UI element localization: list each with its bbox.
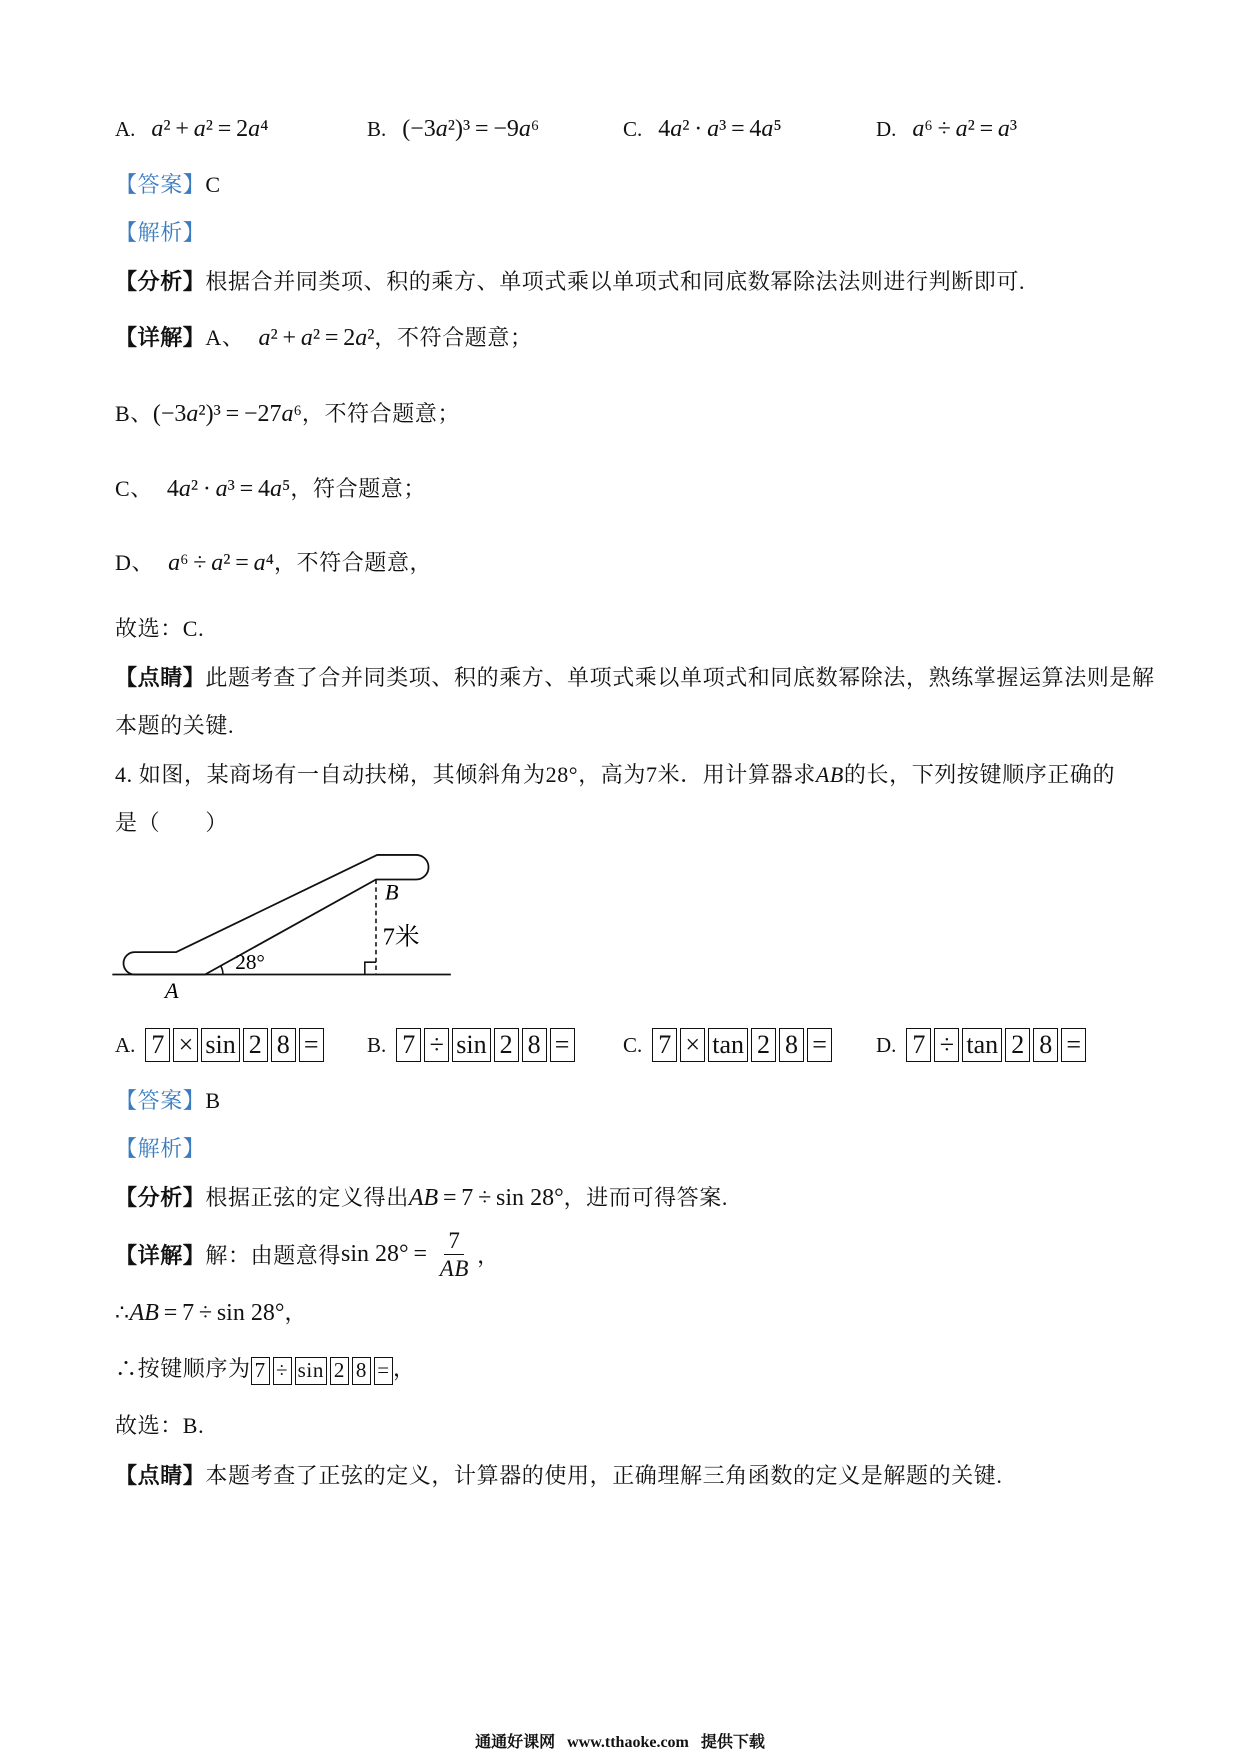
calculator-key: ÷ (934, 1028, 959, 1062)
detail-text: 解：由题意得 (205, 1242, 342, 1268)
answer-tag: 【答案】 (115, 1088, 206, 1113)
q3-detail-a (115, 323, 533, 353)
math-variable: a (270, 476, 283, 502)
calculator-key: 2 (751, 1028, 776, 1062)
detail-comment: ，不符合题意； (374, 325, 533, 350)
fenxi-expression: AB = 7 ÷ sin 28° (408, 1185, 564, 1211)
q3-option-a (115, 114, 268, 144)
key-sequence (906, 1028, 1086, 1062)
fenxi-text: 根据正弦的定义得出 (205, 1185, 409, 1210)
q3-detail-c (115, 474, 426, 504)
fraction-numerator: 7 (444, 1227, 464, 1255)
dianjing-text: 此题考查了合并同类项、积的乘方、单项式乘以单项式和同底数幂除法，熟练掌握运算法则是解 (205, 665, 1155, 690)
q4-option-d (876, 1027, 1086, 1063)
math-variable: a (168, 550, 181, 576)
math-variable: AB (815, 762, 844, 787)
dianjing-text: 本题考查了正弦的定义，计算器的使用，正确理解三角函数的定义是解题的关键. (205, 1463, 1003, 1488)
answer-value: B (205, 1088, 221, 1113)
detail-expression: sin 28° = (341, 1240, 427, 1267)
fenxi-text: 根据合并同类项、积的乘方、单项式乘以单项式和同底数幂除法法则进行判断即可. (205, 269, 1026, 294)
q3-option-d (876, 114, 1017, 144)
therefore-symbol: ∴ (115, 1356, 138, 1381)
fenxi-tag: 【分析】 (115, 1185, 206, 1210)
therefore-text: 按键顺序为 (137, 1356, 251, 1381)
q3-answer-line (115, 170, 221, 200)
detail-tag: 【详解】 (115, 1242, 206, 1268)
math-operator: = (163, 1300, 178, 1326)
footer-url: www.tthaoke.com (567, 1734, 689, 1751)
calculator-key: 7 (652, 1028, 677, 1062)
q4-option-b (367, 1027, 575, 1063)
q4-answer-line (115, 1086, 221, 1116)
option-letter: A. (115, 116, 136, 141)
math-operator: ÷ (193, 550, 207, 576)
footer-site-name: 通通好课网 (475, 1734, 556, 1751)
calculator-key: = (299, 1028, 324, 1062)
detail-label: A、 (205, 325, 245, 350)
option-letter: D. (876, 116, 897, 141)
option-expression: a⁶ ÷ a² = a³ (912, 115, 1018, 142)
math-variable: a (670, 115, 683, 142)
math-operator: + (282, 325, 297, 351)
calculator-key: 7 (906, 1028, 931, 1062)
q4-detail-line (115, 1224, 500, 1284)
calculator-key: = (807, 1028, 832, 1062)
answer-value: C (205, 172, 221, 197)
detail-tag: 【详解】 (115, 325, 206, 350)
option-letter: D. (876, 1032, 897, 1057)
calculator-key: sin (452, 1028, 490, 1062)
option-letter: C. (623, 1032, 643, 1057)
math-variable: a (355, 325, 368, 351)
therefore-expression: AB = 7 ÷ sin 28° (129, 1300, 285, 1326)
calculator-key: sin (295, 1357, 327, 1385)
math-variable: AB (408, 1185, 439, 1211)
label-a: A (164, 977, 179, 1003)
fenxi-text-after: ，进而可得答案. (563, 1185, 728, 1210)
therefore-symbol: ∴ (115, 1300, 130, 1325)
q4-fenxi-line (115, 1183, 728, 1213)
key-sequence (145, 1028, 323, 1062)
q4-therefore-2 (115, 1354, 416, 1384)
key-sequence (396, 1028, 574, 1062)
calculator-key: 8 (271, 1028, 296, 1062)
label-angle: 28° (235, 949, 265, 974)
key-sequence (652, 1028, 832, 1062)
math-variable: a (215, 476, 228, 502)
fraction (436, 1227, 473, 1282)
calculator-key: 8 (779, 1028, 804, 1062)
math-operator: = (979, 115, 994, 142)
detail-label: D、 (115, 550, 155, 575)
math-operator: = (239, 476, 254, 502)
calculator-key: tan (962, 1028, 1002, 1062)
q4-stem-line-1: 4. 如图，某商场有一自动扶梯，其倾斜角为28°，高为7米．用计算器求AB的长，下列按键顺序正确的 (115, 762, 1116, 787)
math-variable: a (435, 115, 448, 142)
math-variable: a (912, 115, 925, 142)
detail-label: C、 (115, 476, 153, 501)
calculator-key: 2 (330, 1357, 349, 1385)
option-letter: C. (623, 116, 643, 141)
detail-comment: ，符合题意； (290, 476, 426, 501)
right-angle-marker (365, 962, 376, 974)
math-operator: = (217, 115, 232, 142)
q4-therefore-1 (115, 1298, 307, 1328)
math-operator: = (413, 1240, 427, 1267)
math-operator: ÷ (478, 1185, 492, 1211)
math-variable: a (997, 115, 1010, 142)
calculator-key: = (1061, 1028, 1086, 1062)
q3-detail-b (115, 399, 460, 429)
footer-suffix: 提供下载 (700, 1734, 765, 1751)
q4-conclusion: 故选：B. (115, 1413, 205, 1438)
math-variable: a (300, 325, 313, 351)
math-operator: = (324, 325, 339, 351)
math-variable: a (761, 115, 774, 142)
math-operator: ÷ (198, 1300, 213, 1326)
detail-expression: a⁶ ÷ a² = a⁴ (168, 550, 274, 576)
q3-option-b (367, 114, 539, 144)
q4-option-c (623, 1027, 832, 1063)
q3-option-c (623, 114, 782, 144)
math-operator: = (731, 115, 745, 142)
calculator-key: 7 (396, 1028, 421, 1062)
detail-comment: ，不符合题意； (301, 401, 461, 426)
detail-label: B、 (115, 401, 153, 426)
calculator-key: 8 (522, 1028, 547, 1062)
math-variable: a (211, 550, 224, 576)
q3-dianjing-line-1 (115, 663, 1155, 693)
calculator-key: 2 (243, 1028, 268, 1062)
key-sequence (251, 1357, 393, 1385)
q3-conclusion: 故选：C. (115, 616, 205, 641)
calculator-key: × (173, 1028, 198, 1062)
q4-dianjing-line (115, 1461, 1003, 1491)
math-variable: a (518, 115, 531, 142)
option-letter: A. (115, 1032, 136, 1057)
fraction-denominator (436, 1255, 473, 1282)
math-variable: a (258, 325, 271, 351)
calculator-key: sin (201, 1028, 239, 1062)
q4-stem-line-2: 是（ ） (115, 810, 229, 835)
calculator-key: = (550, 1028, 575, 1062)
calculator-key: 2 (494, 1028, 519, 1062)
q4-jiexi-tag: 【解析】 (115, 1136, 206, 1161)
detail-expression: (−3a²)³ = −27a⁶ (152, 401, 302, 427)
math-operator: ÷ (937, 115, 951, 142)
math-variable: a (178, 476, 191, 502)
math-variable: a (707, 115, 720, 142)
math-variable: a (186, 401, 199, 427)
calculator-key: × (680, 1028, 705, 1062)
q3-jiexi-tag: 【解析】 (115, 220, 206, 245)
answer-tag: 【答案】 (115, 172, 206, 197)
calculator-key: 8 (352, 1357, 371, 1385)
detail-text-after: ， (477, 1242, 500, 1268)
calculator-key: 7 (145, 1028, 170, 1062)
q3-dianjing-line-2: 本题的关键. (115, 713, 235, 738)
math-variable: a (193, 115, 206, 142)
angle-arc (221, 966, 223, 975)
option-expression: (−3a²)³ = −9a⁶ (402, 115, 540, 142)
math-operator: = (442, 1185, 457, 1211)
math-operator: = (235, 550, 249, 576)
option-expression: a² + a² = 2a⁴ (151, 115, 269, 142)
q4-option-a (115, 1027, 324, 1063)
math-operator: + (175, 115, 189, 142)
calculator-key: tan (708, 1028, 748, 1062)
math-variable: a (281, 401, 294, 427)
math-variable: AB (129, 1300, 159, 1326)
q3-detail-d (115, 548, 432, 578)
calculator-key: ÷ (273, 1357, 292, 1385)
math-variable: a (253, 550, 266, 576)
calculator-key: 8 (1033, 1028, 1058, 1062)
label-b: B (384, 879, 399, 905)
fenxi-tag: 【分析】 (115, 269, 206, 294)
math-operator: · (202, 476, 211, 502)
calculator-key: ÷ (424, 1028, 449, 1062)
calculator-key: 2 (1005, 1028, 1030, 1062)
detail-expression: 4a² · a³ = 4a⁵ (166, 476, 291, 502)
math-variable: a (248, 115, 261, 142)
therefore-text-after: ， (284, 1300, 308, 1325)
math-operator: = (474, 115, 489, 142)
detail-comment: ，不符合题意， (273, 550, 433, 575)
escalator-outline (124, 855, 429, 975)
calculator-key: 7 (251, 1357, 270, 1385)
math-operator: = (225, 401, 240, 427)
q3-fenxi-line (115, 267, 1025, 297)
detail-expression: a² + a² = 2a² (258, 325, 375, 351)
calculator-key: = (374, 1357, 393, 1385)
math-operator: · (694, 115, 703, 142)
page-footer (0, 1734, 1240, 1752)
option-letter: B. (367, 1032, 387, 1057)
dianjing-tag: 【点睛】 (115, 1463, 206, 1488)
math-variable: AB (439, 1255, 470, 1281)
label-height: 7米 (382, 923, 420, 951)
therefore-text-after: ， (392, 1356, 416, 1381)
option-letter: B. (367, 116, 387, 141)
math-variable: a (151, 115, 164, 142)
dianjing-tag: 【点睛】 (115, 665, 206, 690)
escalator-figure (112, 846, 459, 1008)
math-variable: a (955, 115, 968, 142)
option-expression: 4a² · a³ = 4a⁵ (658, 115, 782, 142)
